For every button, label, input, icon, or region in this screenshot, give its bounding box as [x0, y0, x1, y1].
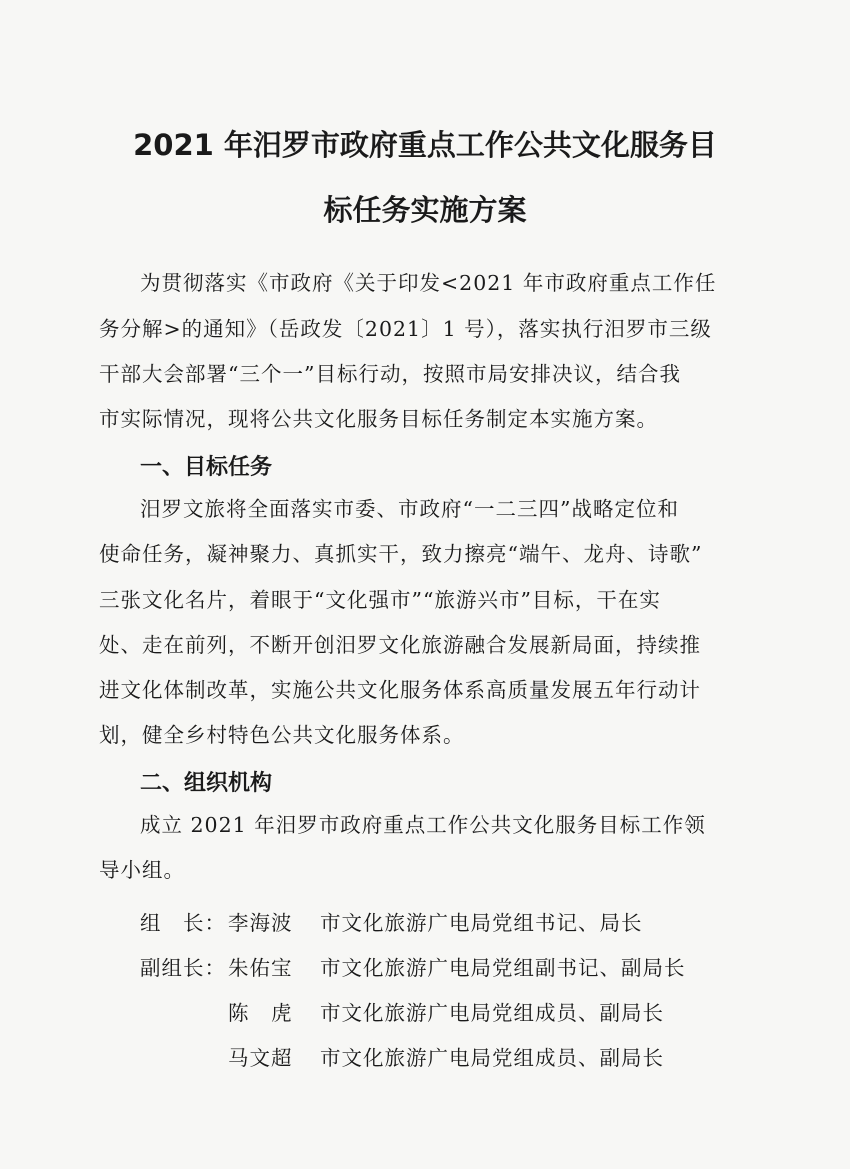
member-name: 马文超 [228, 1046, 293, 1070]
section1-line: 进文化体制改革，实施公共文化服务体系高质量发展五年行动计 [99, 678, 701, 702]
section-heading-organization: 二、组织机构 [140, 771, 273, 796]
member-position: 市文化旅游广电局党组成员、副局长 [320, 1046, 664, 1070]
member-name: 陈 虎 [228, 1001, 293, 1025]
member-name: 李海波 [228, 911, 293, 935]
member-role: 副组长： [140, 956, 226, 980]
member-name: 朱佑宝 [228, 956, 293, 980]
document-title-line-1: 2021 年汨罗市政府重点工作公共文化服务目 [133, 128, 717, 162]
member-position: 市文化旅游广电局党组副书记、副局长 [320, 956, 686, 980]
section2-line: 导小组。 [99, 858, 185, 882]
document-title-line-2: 标任务实施方案 [323, 193, 527, 227]
section1-line: 三张文化名片，着眼于“文化强市”“旅游兴市”目标，干在实 [99, 588, 661, 612]
section1-line: 处、走在前列，不断开创汨罗文化旅游融合发展新局面，持续推 [99, 633, 701, 657]
member-position: 市文化旅游广电局党组成员、副局长 [320, 1001, 664, 1025]
member-role: 组 长： [140, 911, 226, 935]
section-heading-goals: 一、目标任务 [140, 455, 273, 480]
section1-line: 使命任务，凝神聚力、真抓实干，致力擦亮“端午、龙舟、诗歌” [99, 542, 703, 566]
intro-line: 市实际情况，现将公共文化服务目标任务制定本实施方案。 [99, 407, 658, 431]
intro-line: 干部大会部署“三个一”目标行动，按照市局安排决议，结合我 [99, 362, 681, 386]
member-position: 市文化旅游广电局党组书记、局长 [320, 911, 643, 935]
section2-line: 成立 2021 年汨罗市政府重点工作公共文化服务目标工作领 [140, 813, 706, 837]
intro-line: 务分解>的通知》（岳政发〔2021〕1 号），落实执行汨罗市三级 [99, 317, 712, 341]
section1-line: 汨罗文旅将全面落实市委、市政府“一二三四”战略定位和 [140, 497, 679, 521]
intro-line: 为贯彻落实《市政府《关于印发<2021 年市政府重点工作任 [140, 271, 717, 295]
section1-line: 划，健全乡村特色公共文化服务体系。 [99, 723, 465, 747]
